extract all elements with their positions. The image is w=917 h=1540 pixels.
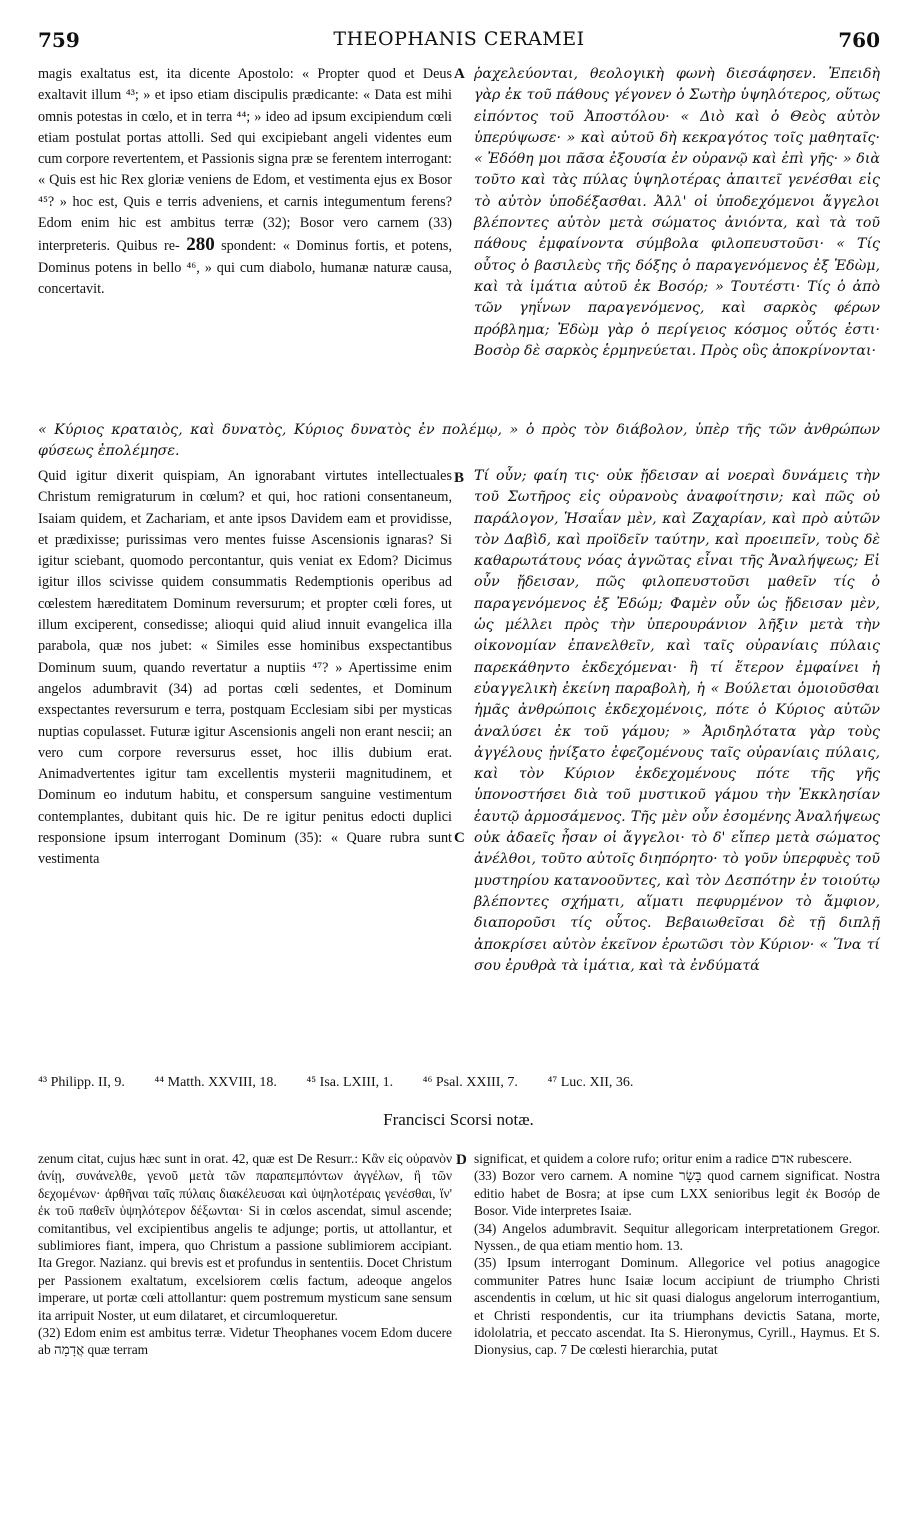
latin-paragraph-mid: Quid igitur dixerit quispiam, An ignorabant virtutes intellectuales Christum remigraturum in cœlum? et qui, hoc rationi consentaneum, Isaiam quidem, et Zachariam, et ante ipsos Davidem eam et providisse, et prædixisse; purissimas vero mentes fuisse Ascensionis ignaras? Si igitur sciebant, quomodo percontantur, quis veniat ex Edom? Dicimus igitur illos scivisse quidem consummatis Redemptionis operibus ad cœlestem hæreditatem Dominum reversurum; et propter cœli fores, ut illum exciperent, consedisse; alioqui quid aliud innuit evangelica illa parabola, quæ nos jubet: « Similes esse hominibus exspectantibus Dominum suum, quando revertatur a nuptiis ⁴⁷? » Apertissime enim angelos adumbravit (34) ad portas cœli sedentes, et Dominum exspectantes reversurum e terra, postquam Ecclesiam sibi per mysticas nuptias copulasset. Futuræ igitur Ascensionis angeli non erant nescii; an vero cum corpore reversurus esset, hoc illis dubium erat. Animadvertentes igitur tam excellentis mysterii magnitudinem, et Dominum eo indutum habitu, et conspersum sanguine vestimentum contemplantes, dubitant quis hic. De re igitur penitus edocti duplici responsione ipsum interrogant Dominum (35): « Quare rubra sunt vestimenta [38, 468, 452, 868]
latin-text-top-a: magis exaltatus est, ita dicente Apostolo: « Propter quod et Deus exaltavit illum ⁴³; » et ipso etiam discipulis prædicante: « Data est mihi omnis potestas in cœlo, et in terra ⁴⁴; » ideo ad ipsum excipiendum cœli etiam postulat portas attolli. Sed qui excipiebant angeli videntes eum cum corpore revertentem, et Passionis signa præ se ferentem interrogant: « Quis est hic Rex gloriæ veniens de Edom, et vestimenta ejus ex Bosor ⁴⁵? » hoc est, Quis e terris adveniens, et carnis integumentum ferens? Edom enim hic est ambitus terræ (32); Bosor vero carnem (33) interpreteris. Quibus re- [38, 66, 452, 255]
note-right-2: (34) Angelos adumbravit. Sequitur allegoricam interpretationem Gregor. Nyssen., de qua etiam mentio hom. 13. [474, 1220, 880, 1254]
latin-text-top-b: spondent: « Dominus fortis, et potens, Dominus potens in bello ⁴⁶, » qui cum diabolo, humanæ naturæ causa, concertavit. [38, 238, 453, 297]
footnote-43: ⁴³ Philipp. II, 9. [38, 1075, 125, 1090]
greek-column-mid [474, 466, 880, 977]
footnotes [38, 1075, 880, 1091]
notes-column-right [474, 1150, 880, 1359]
footnote-47: ⁴⁷ Luc. XII, 36. [547, 1075, 634, 1090]
note-left-0: zenum citat, cujus hæc sunt in orat. 42, quæ est De Resurr.: Κἂν εἰς οὐρανὸν ἀνίῃ, συνάνελθε, γενοῦ μετὰ τῶν παραπεμπόντων ἀγγέλων, ἢ τῶν δεχομένων· ἀρθῆναι ταῖς πύλαις διακέλευσαι καὶ ὑψηλοτέραις γενέσθαι, ἵν' ἐκ τοῦ παθεῖν ὑψηλότερον δέξωνται· Si in cœlos ascendat, simul ascende; comitantibus, vel excipientibus angelis te adjunge; portis, ut attollantur, et sublimiores fiant, impera, quo Christum a passione sublimiorem accipiant. Ita Gregor. Nazianz. qui brevis est et profundus in sententiis. Docet Christum per Passionem exaltatum, excelsiorem cœlis factum, adeoque angelos imperare, ut portæ cœli attollantur: quem postremum mysticum sane sensum ita arripuit Noster, ut eum dilataret, et circumloqueretur. [38, 1151, 452, 1323]
section-number: 280 [186, 234, 215, 256]
page-header [38, 28, 880, 54]
greek-paragraph-mid: Τί οὖν; φαίη τις· οὐκ ᾔδεισαν αἱ νοεραὶ δυνάμεις τὴν τοῦ Σωτῆρος εἰς οὐρανοὺς ἀναφοίτησιν; καὶ πῶς οὐ παράλογον, Ἡσαΐαν μὲν, καὶ Ζαχαρίαν, καὶ πρὸ αὐτῶν τὸν Δαβὶδ, καὶ προϊδεῖν ταύτην, καὶ προειπεῖν, τοὺς δὲ καθαρωτάτους νόας ἀγνῶτας εἶναι τῆς Ἀναλήψεως; Εἰ οὖν ᾔδεισαν, πῶς φιλοπευστοῦσι μαθεῖν τίς ὁ παραγενόμενος ἐξ Ἐδώμ; Φαμὲν οὖν ὡς ᾔδεισαν μὲν, ὡς μέλλει πρὸς τὴν ὑπερουράνιον λῆξιν μετὰ τὴν οἰκονομίαν ἐπανελθεῖν, καὶ ταῖς οὐρανίαις πύλαις παρεκάθηντο ἐκδεχόμεναι· ἢ τί ἕτερον ἐμφαίνει ἡ εὐαγγελικὴ ἐκείνη παραβολὴ, ἡ « Βούλεται ὁμοιοῦσθαι ἡμᾶς ἀνθρώποις ἐκδεχομένοις, πότε ὁ Κύριος αὐτῶν ἀναλύσει ἐκ τοῦ γάμου; » Ἀριδηλότατα γὰρ τοὺς ἀγγέλους ᾐνίξατο ἐφεζομένους ταῖς οὐρανίαις πύλαις, καὶ τὸν Κύριον ἐκδεχομένους πότε τῆς γῆς ὑπονοστήσει διὰ τοῦ μυστικοῦ γάμου τὴν Ἐκκλησίαν ἑαυτῷ ἁρμοσάμενος. Τῆς μὲν οὖν ἐσομένης Ἀναλήψεως οὐκ ἀδαεῖς ἦσαν οἱ ἄγγελοι· τὸ δ' εἴπερ μετὰ σώματος ἀνέλθοι, τοῦτο αὐτοῖς διηπόρητο· τὸ γοῦν ὑπερφυὲς τοῦ μυστηρίου κατανοοῦντες, καὶ τὸν Δεσπότην ἐν τοιούτῳ βλέποντες σχήματι, αἵματι πεφυρμένον τὸ ἄμφιον, διαποροῦσι τίς οὗτος. Βεβαιωθεῖσαι δὲ τῇ διπλῇ ἀποκρίσει αὐτὸν ἐκεῖνον ἐρωτῶσι τὸν Κύριον· « Ἵνα τί σου ἐρυθρὰ τὰ ἱμάτια, καὶ τὰ ἐνδύματά [474, 468, 880, 974]
latin-paragraph-top [38, 64, 452, 300]
running-title: THEOPHANIS CERAMEI [333, 28, 585, 50]
greek-full-width-line: « Κύριος κραταιὸς, καὶ δυνατὸς, Κύριος δυνατὸς ἐν πολέμῳ, » ὁ πρὸς τὸν διάβολον, ὑπὲρ τῆς τῶν ἀνθρώπων φύσεως ἐπολέμησε. [38, 422, 880, 459]
note-left-1: (32) Edom enim est ambitus terræ. Videtur Theophanes vocem Edom ducere ab אֲדָמָה quæ terram [38, 1325, 452, 1358]
note-right-1: (33) Bozor vero carnem. A nomine בָּשָׂר quod carnem significat. Nostra editio habet de Bosra; at ipse cum LXX senioribus legit ἐκ Βοσόρ de Bosor. Vide interpretes Isaiæ. [474, 1168, 880, 1219]
latin-column-top [38, 64, 452, 300]
footnote-44: ⁴⁴ Matth. XXVIII, 18. [154, 1075, 277, 1090]
greek-column-top [474, 64, 880, 362]
footnote-46: ⁴⁶ Psal. XXIII, 7. [422, 1075, 518, 1090]
note-right-0: significat, et quidem a colore rufo; oritur enim a radice אדם rubescere. [474, 1151, 852, 1166]
margin-letter-c: C [454, 830, 465, 846]
notes-title: Francisci Scorsi notæ. [383, 1110, 534, 1129]
note-right-3: (35) Ipsum interrogant Dominum. Allegorice vel potius anagogice communiter Patres hunc Isaiæ locum accipiunt de triumpho Christi ascendentis in cœlum, ut hic sit quasi dialogus angelorum interrogantium, et Christi respondentis, cur ita triumphans devictis Satana, morte, idololatria, et peccato ascendat. Ita S. Hieronymus, Cyrill., Haymus. Et S. Dionysius, cap. 7 De cœlesti hierarchia, putat [474, 1255, 880, 1358]
footnote-45: ⁴⁵ Isa. LXIII, 1. [306, 1075, 394, 1090]
greek-paragraph-top: ῥαχελεύονται, θεολογικὴ φωνὴ διεσάφησεν. Ἐπειδὴ γὰρ ἐκ τοῦ πάθους γέγονεν ὁ Σωτὴρ ὑψηλότερος, οὕτως εἰπόντος τοῦ Ἀποστόλου· « Διὸ καὶ ὁ Θεὸς αὐτὸν ὑπερύψωσε· » καὶ αὐτοῦ δὴ κεκραγότος τοῖς μαθηταῖς· « Ἐδόθη μοι πᾶσα ἐξουσία ἐν οὐρανῷ καὶ ἐπὶ γῆς· » διὰ τοῦτο καὶ τὰς πύλας ὑψηλοτέρας ἀπαιτεῖ γενέσθαι εἰς τὸ αὐτὸν ὑποδέξασθαι. Ἀλλ' οἱ ὑποδεχόμενοι ἄγγελοι βλέποντες αὐτὸν μετὰ σώματος ἀνιόντα, καὶ τὰ τοῦ πάθους ἐμφαίνοντα σύμβολα φιλοπευστοῦσι· « Τίς οὗτος ὁ βασιλεὺς τῆς δόξης ὁ παραγενόμενος ἐξ Ἐδὼμ, καὶ τὰ ἱμάτια αὐτοῦ ἐκ Βοσόρ; » Τουτέστι· Τίς ὁ ἀπὸ τῶν γηΐνων παραγενόμενος, καὶ σαρκὸς φέρων πρόβλημα; Ἐδὼμ γὰρ ὁ περίγειος κόσμος οὗτός ἐστι· Βοσὸρ δὲ σαρκὸς ἑρμηνεύεται. Πρὸς οὓς ἀποκρίνονται· [474, 66, 880, 359]
page-number-right: 760 [838, 28, 880, 52]
margin-letter-a: A [454, 66, 465, 82]
margin-letter-d: D [456, 1152, 467, 1168]
page-number-left: 759 [38, 28, 80, 52]
latin-column-mid [38, 466, 452, 871]
notes-column-left [38, 1150, 452, 1359]
margin-letter-b: B [454, 470, 465, 486]
